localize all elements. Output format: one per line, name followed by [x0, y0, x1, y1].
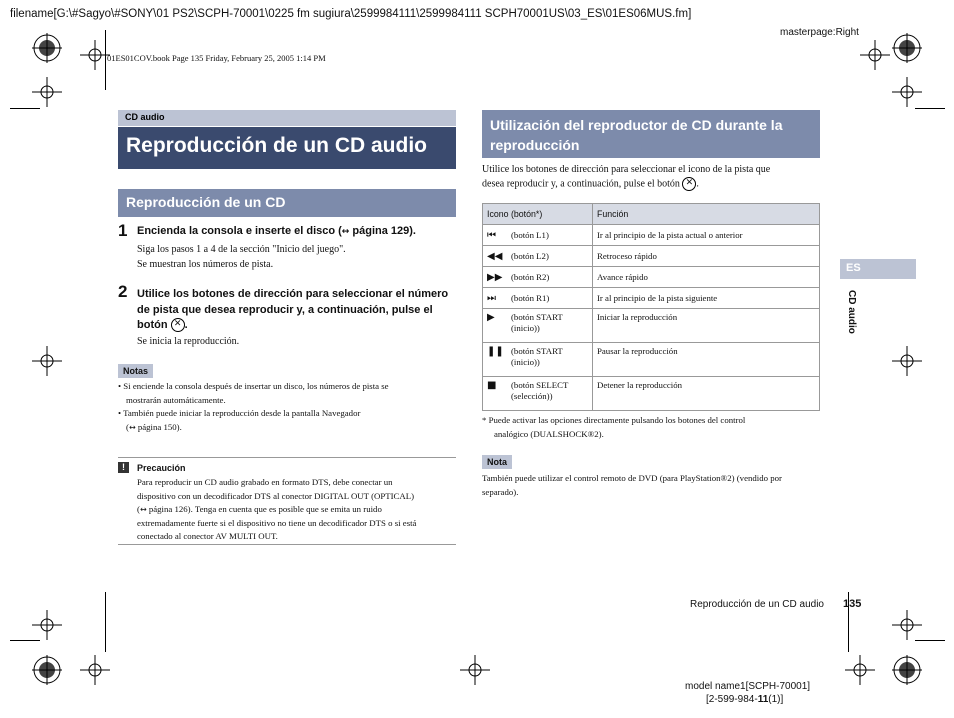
- step1-body-1: Siga los pasos 1 a 4 de la sección "Inicio del juego".: [137, 244, 346, 255]
- crop-line: [915, 640, 945, 641]
- crosshair-icon: [892, 77, 922, 107]
- step-number-2: 2: [118, 282, 128, 301]
- footer-model-1: model name1[SCPH-70001]: [685, 681, 811, 692]
- table-row: ▶ (botón START (inicio)) Iniciar la reproducción: [483, 309, 820, 343]
- crop-line: [10, 108, 40, 109]
- stop-icon: ■: [487, 380, 497, 391]
- step1-heading: Encienda la consola e inserte el disco (↔ página 129).: [137, 225, 416, 237]
- registration-mark-icon: [892, 33, 922, 63]
- caution-title: Precaución: [137, 463, 186, 473]
- crosshair-icon: [892, 346, 922, 376]
- right-intro: Utilice los botones de dirección para seleccionar el icono de la pista que desea reproducir y, a continuación, pulse el botón ✕ .: [482, 164, 771, 190]
- step-number-1: 1: [118, 221, 128, 240]
- footer-model-2: [2-599-984-11(1)]: [706, 694, 784, 705]
- table-row: ❚❚ (botón START (inicio)) Pausar la reproducción: [483, 343, 820, 377]
- nota-tag: Nota: [482, 455, 512, 469]
- header-masterpage: masterpage:Right: [780, 27, 859, 38]
- step2-body: Se inicia la reproducción.: [137, 336, 240, 347]
- chapter-label: CD audio: [118, 110, 456, 126]
- table-header-row: [483, 204, 820, 225]
- table-row: ⏭ (botón R1) Ir al principio de la pista siguiente: [483, 288, 820, 309]
- vertical-chapter-label: CD audio: [846, 290, 857, 334]
- crosshair-icon: [892, 610, 922, 640]
- table-row: ⏮ (botón L1) Ir al principio de la pista actual o anterior: [483, 225, 820, 246]
- section-heading: Reproducción de un CD: [118, 189, 456, 217]
- footer-page-label: Reproducción de un CD audio: [690, 599, 824, 610]
- fast-forward-icon: ▶▶: [487, 271, 503, 283]
- pause-icon: ❚❚: [487, 346, 504, 357]
- page-number: 135: [843, 598, 862, 610]
- arrow-icon: ↔: [341, 227, 350, 237]
- step2-heading: Utilice los botones de dirección para seleccionar el número de pista que desea reproducir y, a continuación, pulse el botón ✕ .: [137, 288, 449, 331]
- registration-mark-icon: [892, 655, 922, 685]
- arrow-icon: ↔: [128, 422, 136, 432]
- crosshair-icon: [32, 346, 62, 376]
- step1-body-2: Se muestran los números de pista.: [137, 259, 274, 270]
- arrow-icon: ↔: [139, 505, 147, 514]
- header-filename: filename[G:\#Sagyo\#SONY\01 PS2\SCPH-70001\0225 fm sugiura\2599984111\2599984111 SCPH70001US\03_ES\01ES06MUS.fm]: [10, 8, 692, 20]
- cross-button-icon: ✕: [682, 177, 696, 191]
- crosshair-icon: [860, 40, 890, 70]
- crosshair-icon: [80, 655, 110, 685]
- table-header-icon: Icono (botón*): [483, 204, 593, 225]
- table-row: ◀◀ (botón L2) Retroceso rápido: [483, 246, 820, 267]
- crop-line: [105, 30, 106, 90]
- registration-mark-icon: [32, 33, 62, 63]
- prev-track-icon: ⏮: [487, 229, 496, 241]
- function-table: [482, 203, 820, 411]
- notes-tag: Notas: [118, 364, 153, 378]
- crosshair-icon: [460, 655, 490, 685]
- language-tab: ES: [840, 259, 916, 279]
- page-title: Reproducción de un CD audio: [118, 127, 456, 169]
- table-header-function: Función: [593, 204, 820, 225]
- next-track-icon: ⏭: [487, 292, 496, 304]
- nota-text: También puede utilizar el control remoto de DVD (para PlayStation®2) (vendido por separado).: [482, 473, 782, 497]
- table-footnote: * Puede activar las opciones directamente pulsando los botones del control analógico (DUALSHOCK®2).: [482, 415, 746, 439]
- crop-line: [915, 108, 945, 109]
- cross-button-icon: ✕: [171, 318, 185, 332]
- caution-text: Para reproducir un CD audio grabado en formato DTS, debe conectar un dispositivo con un decodificador DTS al conector DIGITAL OUT (OPTICAL) (↔ página 126). Tenga en cuenta que es posible que se emita un ruido extremadamente fuerte si el dispositivo no tiene un decodificador DTS o si está conectado al conector AV MULTI OUT.: [137, 477, 417, 541]
- rewind-icon: ◀◀: [487, 250, 503, 262]
- warning-icon: !: [118, 462, 129, 473]
- play-icon: ▶: [487, 312, 495, 323]
- table-row: ▶▶ (botón R2) Avance rápido: [483, 267, 820, 288]
- crosshair-icon: [32, 610, 62, 640]
- table-row: ■ (botón SELECT (selección)) Detener la reproducción: [483, 377, 820, 411]
- crosshair-icon: [845, 655, 875, 685]
- notes-list: • Si enciende la consola después de insertar un disco, los números de pista se mostrarán automáticamente. • También puede iniciar la reproducción desde la pantalla Navegador (↔ página 150).: [118, 381, 389, 432]
- right-section-heading: Utilización del reproductor de CD durante la reproducción: [482, 110, 820, 158]
- crop-line: [105, 592, 106, 652]
- registration-mark-icon: [32, 655, 62, 685]
- header-book-line: 01ES01COV.book Page 135 Friday, February 25, 2005 1:14 PM: [107, 53, 326, 63]
- crop-line: [10, 640, 40, 641]
- crosshair-icon: [32, 77, 62, 107]
